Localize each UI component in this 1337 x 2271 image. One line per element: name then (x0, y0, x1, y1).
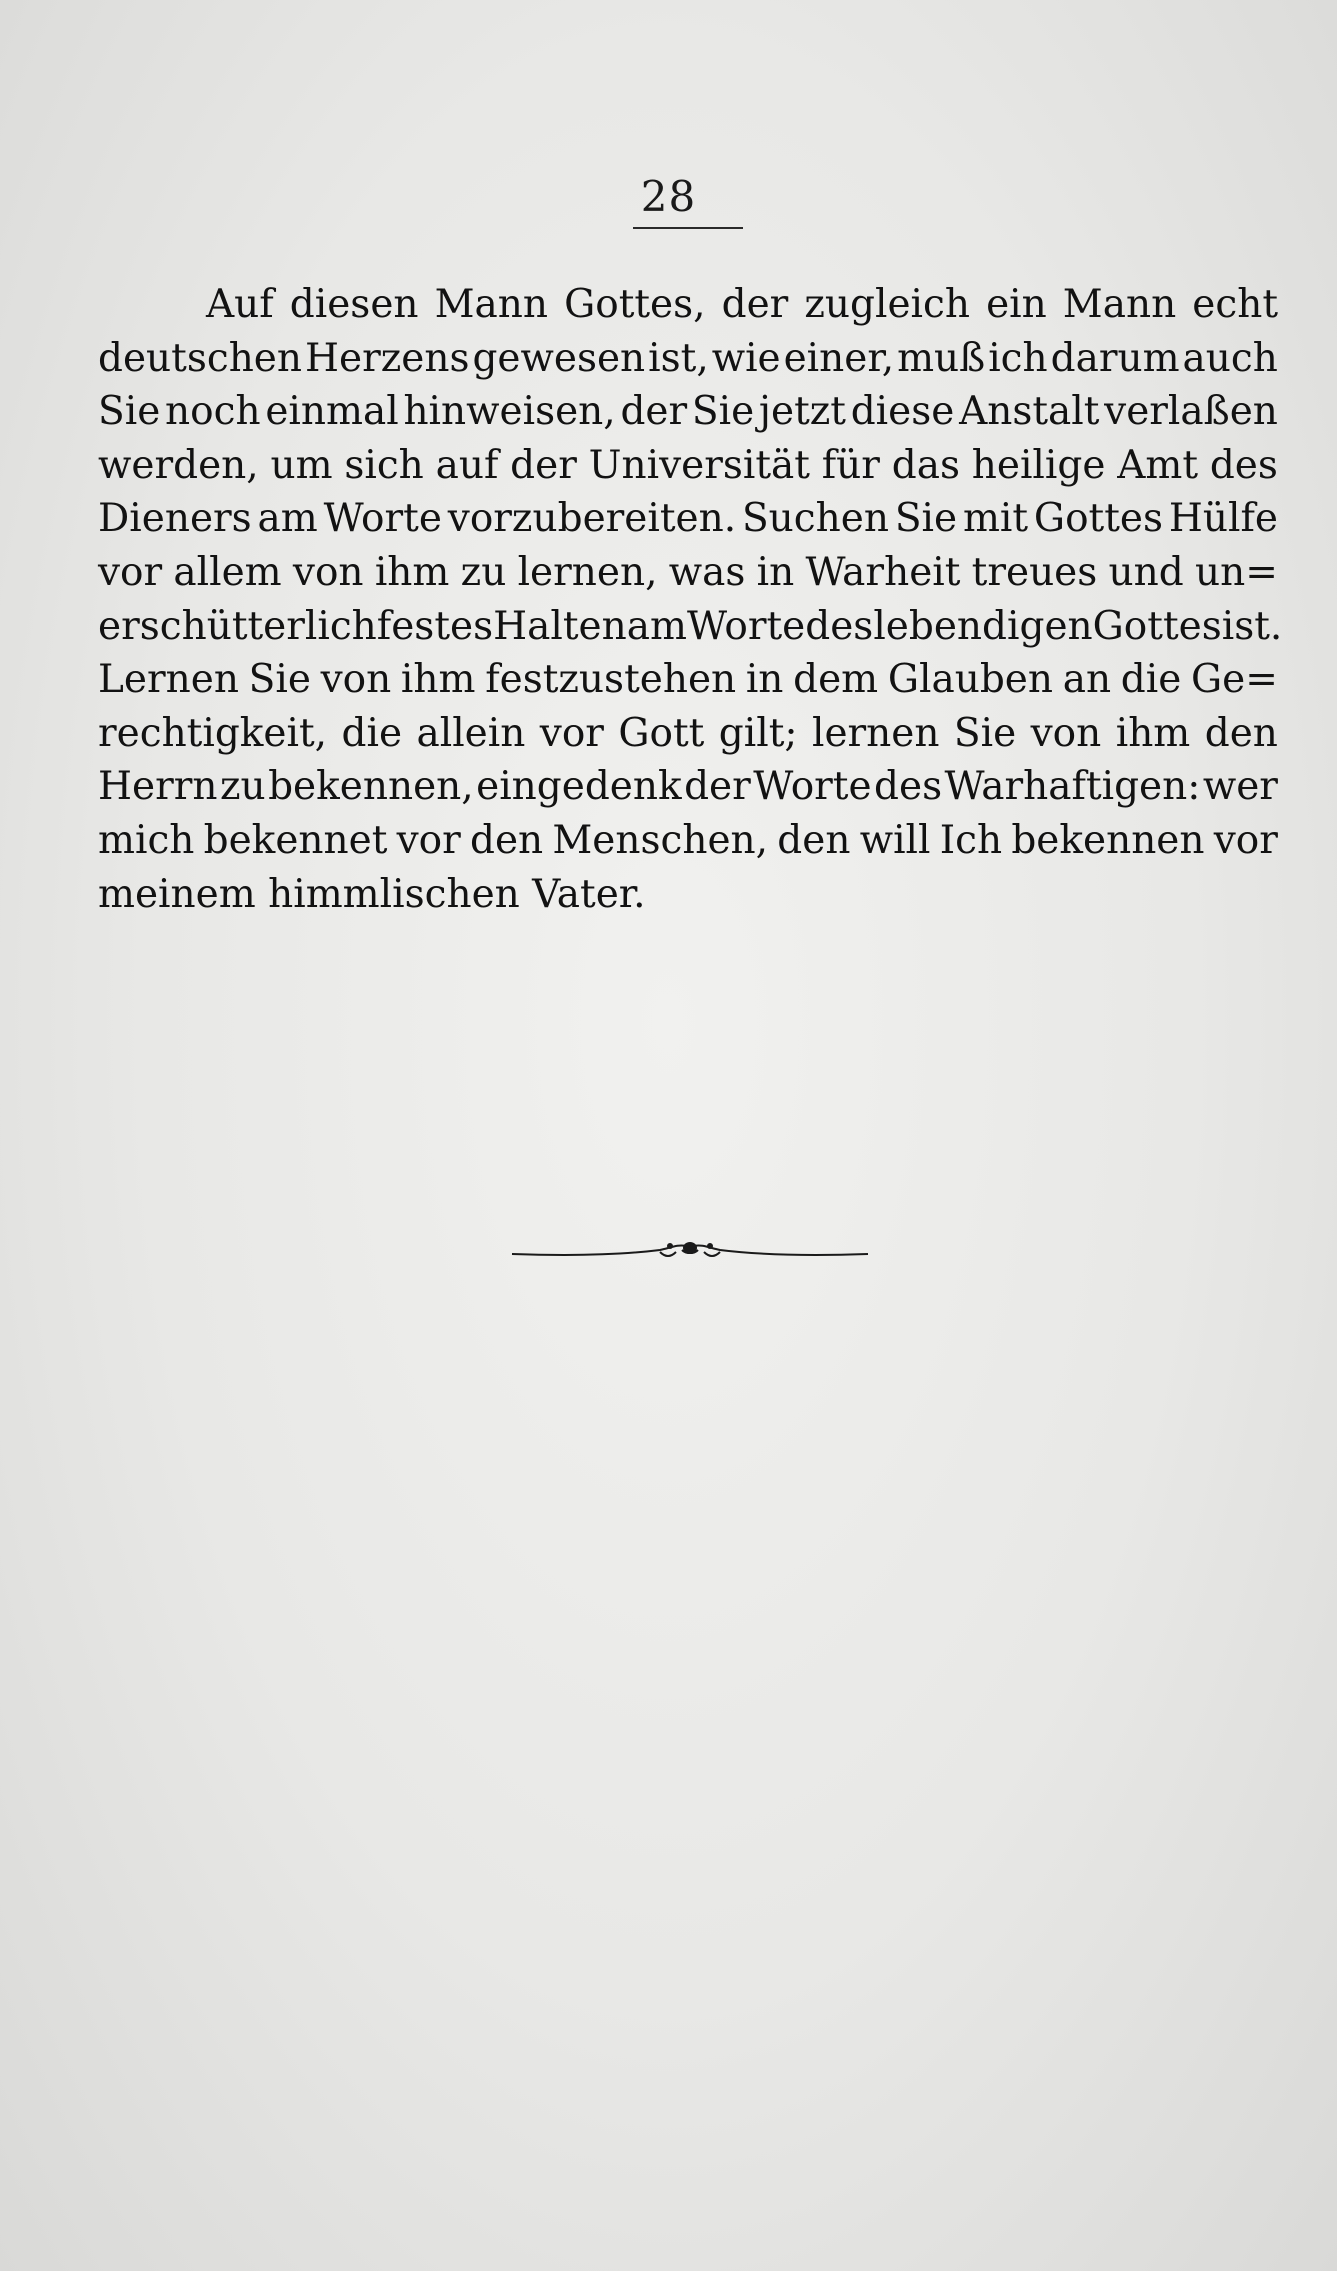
word: Worte (323, 496, 442, 542)
word: am (626, 603, 687, 649)
word: sich (344, 442, 424, 488)
word: festes (376, 603, 494, 649)
word: zugleich (804, 282, 970, 327)
word: erschütterlich (98, 603, 377, 649)
word: um (270, 442, 333, 488)
word: Gottes (1092, 603, 1222, 649)
word: muß (897, 335, 986, 381)
word: Sie (894, 496, 958, 542)
word: vor (396, 817, 461, 863)
word: Halten (493, 603, 627, 649)
word: ist. (1221, 603, 1283, 649)
word: Anstalt (959, 389, 1100, 435)
word: jetzt (758, 389, 846, 435)
word: ein (986, 282, 1047, 327)
word: was (668, 549, 746, 595)
word: lernen (811, 710, 940, 756)
word: eingedenk (476, 764, 682, 810)
word: Mann (1062, 282, 1177, 327)
word: lebendigen (873, 603, 1093, 649)
word: bekennen, (268, 764, 474, 810)
word: von (320, 657, 392, 703)
word: an (1062, 657, 1112, 703)
word: wer (1202, 764, 1278, 810)
word: Worte (686, 603, 806, 649)
word: auch (1182, 335, 1278, 381)
word: will (859, 817, 931, 863)
word: diesen (289, 282, 419, 327)
ornamental-divider (510, 1232, 870, 1272)
word: die (1120, 657, 1182, 703)
word: darum (1050, 335, 1180, 381)
word: treues (971, 549, 1098, 595)
word: Universität (588, 442, 810, 488)
word: bekennet (203, 817, 388, 863)
word: Hülfe (1168, 496, 1278, 542)
word: vor (539, 710, 604, 756)
word: der (721, 282, 789, 327)
word: Warhaftigen: (944, 764, 1201, 810)
word: Ich (939, 817, 1003, 863)
text-line (98, 600, 1283, 654)
word: festzustehen (485, 657, 737, 703)
word: Gottes, (564, 282, 706, 327)
text-line (98, 332, 1278, 386)
word: den (777, 817, 851, 863)
word: lernen, (517, 549, 658, 595)
text-line (98, 439, 1278, 493)
word: des (874, 764, 943, 810)
word: Lernen (98, 657, 239, 703)
word: Sie (98, 389, 161, 435)
word: gewesen (472, 335, 646, 381)
text-line (98, 653, 1278, 707)
word: Sie (953, 710, 1017, 756)
word: Warheit (805, 549, 961, 595)
text-line (98, 492, 1278, 546)
word: ich (988, 335, 1048, 381)
word: rechtigkeit, (98, 710, 328, 756)
word: des (1209, 442, 1278, 488)
word: vorzubereiten. (447, 496, 737, 542)
word: Suchen (741, 496, 889, 542)
text-line (98, 814, 1278, 868)
word: Mann (434, 282, 548, 327)
text-line (98, 707, 1278, 761)
text-line (98, 385, 1278, 439)
word: den (1204, 710, 1278, 756)
word: des (805, 603, 874, 649)
word: einmal (265, 389, 399, 435)
word: werden, (98, 442, 259, 488)
word: noch (165, 389, 261, 435)
word: gilt; (718, 710, 798, 756)
word: un= (1194, 549, 1278, 595)
text-line (98, 760, 1278, 814)
word: hinweisen, (403, 389, 616, 435)
text-line (98, 546, 1278, 600)
word: diese (850, 389, 955, 435)
word: ihm (1115, 710, 1191, 756)
word: Gottes (1033, 496, 1163, 542)
word: dem (793, 657, 879, 703)
header-rule (633, 227, 743, 229)
word: den (469, 817, 544, 863)
word: mit (962, 496, 1029, 542)
word: und (1108, 549, 1184, 595)
word: Sie (691, 389, 755, 435)
word: Herrn (98, 764, 218, 810)
word: in (745, 657, 784, 703)
body-paragraph (98, 278, 1283, 921)
word: echt (1192, 282, 1278, 327)
word: Amt (1117, 442, 1199, 488)
word: bekennen (1011, 817, 1205, 863)
word: deutschen (98, 335, 303, 381)
word: auf (435, 442, 499, 488)
word: von (1030, 710, 1102, 756)
word: Menschen, (552, 817, 769, 863)
word: am (257, 496, 318, 542)
word: von (292, 549, 364, 595)
word: allein (416, 710, 526, 756)
word: vor (98, 549, 163, 595)
word: das (891, 442, 960, 488)
word: vor (1213, 817, 1278, 863)
word: Worte (753, 764, 872, 810)
word: der (684, 764, 751, 810)
word: der (510, 442, 577, 488)
word: für (821, 442, 880, 488)
word: allem (173, 549, 282, 595)
word: ist, (648, 335, 709, 381)
word: verlaßen (1104, 389, 1278, 435)
word: heilige (971, 442, 1106, 488)
text-line: meinem himmlischen Vater. (98, 871, 646, 917)
page-number: 28 (640, 172, 697, 221)
word: Ge= (1190, 657, 1278, 703)
word: zu (460, 549, 507, 595)
word: ihm (400, 657, 476, 703)
word: ihm (374, 549, 450, 595)
word: der (620, 389, 688, 435)
text-line (98, 278, 1278, 332)
word: zu (219, 764, 266, 810)
word: wie (711, 335, 781, 381)
word: Dieners (98, 496, 252, 542)
word: mich (98, 817, 195, 863)
word: die (341, 710, 403, 756)
word: Sie (248, 657, 311, 703)
word: Herzens (304, 335, 470, 381)
word: einer, (783, 335, 895, 381)
word: Glauben (887, 657, 1053, 703)
word: Auf (206, 282, 274, 327)
word: in (756, 549, 795, 595)
word: Gott (618, 710, 705, 756)
